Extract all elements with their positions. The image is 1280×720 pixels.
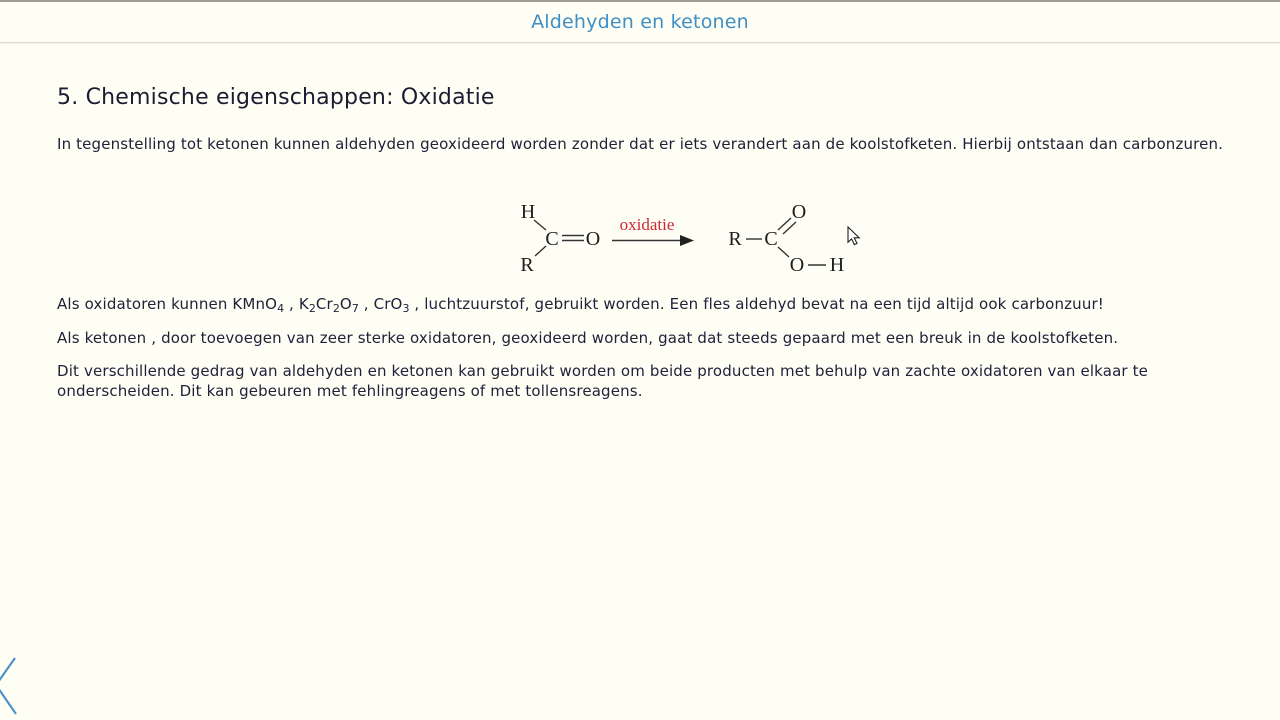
page-title: Aldehyden en ketonen: [531, 11, 749, 33]
atom-c-product: C: [764, 228, 778, 250]
atom-o-top-product: O: [791, 201, 807, 223]
group-r-product: R: [728, 228, 742, 250]
subscript: 7: [351, 302, 359, 315]
group-r-reactant: R: [520, 254, 534, 276]
bond-h-c: [534, 220, 546, 230]
text-segment: , luchtzuurstof, gebruikt worden. Een fles aldehyd bevat na een tijd altijd ook carbonzuur!: [409, 295, 1104, 313]
reaction-diagram-svg: [505, 195, 875, 290]
bond-r-c: [535, 246, 546, 256]
atom-o-bottom-product: O: [789, 254, 805, 276]
text-segment: , K: [284, 295, 309, 313]
paragraph-intro: In tegenstelling tot ketonen kunnen aldehyden geoxideerd worden zonder dat er iets verandert aan de koolstofketen. Hierbij ontstaan dan carbonzuren.: [57, 135, 1224, 153]
reaction-diagram: [505, 195, 875, 290]
text-segment: Als oxidatoren kunnen KMnO: [57, 295, 278, 313]
text-segment: O: [339, 295, 352, 313]
subscript: 2: [332, 302, 340, 315]
paragraph-ketonen: Als ketonen , door toevoegen van zeer sterke oxidatoren, geoxideerd worden, gaat dat steeds gepaard met een breuk in de koolstofketen.: [57, 329, 1119, 347]
paragraph-line: onderscheiden. Dit kan gebeuren met fehlingreagens of met tollensreagens.: [57, 382, 643, 400]
bond-c-o-single-product: [778, 247, 789, 257]
subscript: 2: [308, 302, 316, 315]
atom-h-reactant: H: [520, 201, 536, 223]
section-heading: 5. Chemische eigenschappen: Oxidatie: [57, 85, 495, 110]
atom-c-reactant: C: [545, 228, 559, 250]
paragraph-onderscheiden: [57, 361, 1148, 401]
subscript: 3: [402, 302, 410, 315]
chevron-left-icon[interactable]: [0, 652, 22, 720]
reaction-label-oxidatie: oxidatie: [619, 215, 675, 234]
paragraph-oxidatoren: [57, 295, 1104, 315]
text-segment: , CrO: [358, 295, 403, 313]
mouse-cursor: [847, 226, 862, 247]
paragraph-line: Dit verschillende gedrag van aldehyden en ketonen kan gebruikt worden om beide producten met behulp van zachte oxidatoren van elkaar te: [57, 362, 1149, 380]
subscript: 4: [277, 302, 285, 315]
header-bar: [0, 2, 1280, 43]
atom-o-reactant: O: [585, 228, 601, 250]
reaction-arrow-head: [680, 235, 694, 246]
text-segment: Cr: [315, 295, 333, 313]
atom-h-product: H: [829, 254, 845, 276]
